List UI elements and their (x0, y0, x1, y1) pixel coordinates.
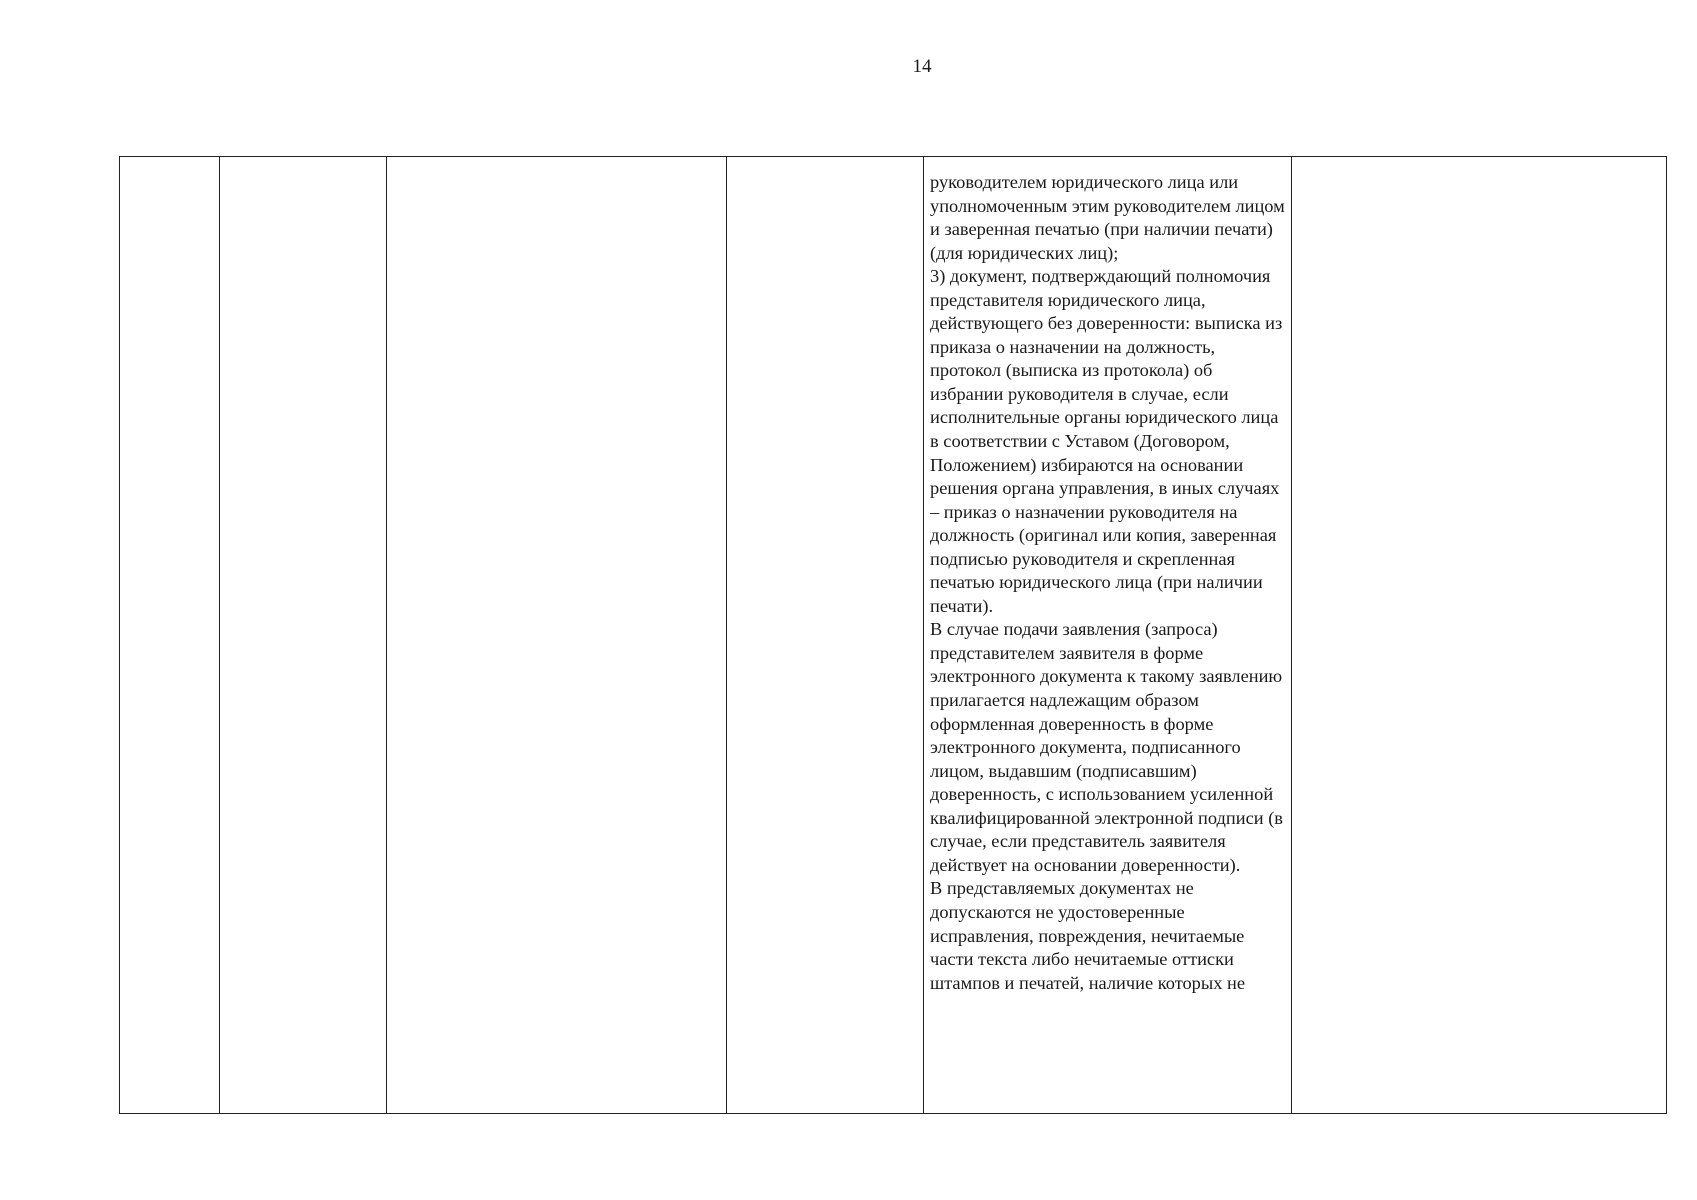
table-cell-col-3 (387, 157, 727, 1114)
table-cell-col-1 (120, 157, 220, 1114)
table-cell-documents-text (924, 157, 1292, 1114)
paragraph: руководителем юридического лица или уполномоченным этим руководителем лицом и заверенная печатью (при наличии печати) (для юридических лиц); (930, 172, 1285, 263)
paragraph: В представляемых документах не допускаются не удостоверенные исправления, повреждения, нечитаемые части текста либо нечитаемые оттиски штампов и печатей, наличие которых не (930, 878, 1246, 993)
requirements-table (119, 156, 1667, 1114)
paragraph: В случае подачи заявления (запроса) представителем заявителя в форме электронного документа к такому заявлению прилагается надлежащим образом оформленная доверенность в форме электронного документа, подписанного лицом, выдавшим (подписавшим) доверенность, с использованием усиленной квалифицированной электронной подписи (в случае, если представитель заявителя действует на основании доверенности). (930, 619, 1283, 875)
table-cell-col-4 (727, 157, 924, 1114)
table-cell-col-2 (220, 157, 387, 1114)
paragraph: 3) документ, подтверждающий полномочия представителя юридического лица, действующего без доверенности: выписка из приказа о назначении на должность, протокол (выписка из протокола) об избрании руководителя в случае, если исполнительные органы юридического лица в соответствии с Уставом (Договором, Положением) избираются на основании решения органа управления, в иных случаях – приказ о назначении руководителя на должность (оригинал или копия, заверенная подписью руководителя и скрепленная печатью юридического лица (при наличии печати). (930, 266, 1283, 616)
documents-text-block (924, 157, 1291, 995)
page-number: 14 (912, 56, 932, 77)
table-cell-col-6 (1292, 157, 1667, 1114)
table-row (120, 157, 1667, 1114)
